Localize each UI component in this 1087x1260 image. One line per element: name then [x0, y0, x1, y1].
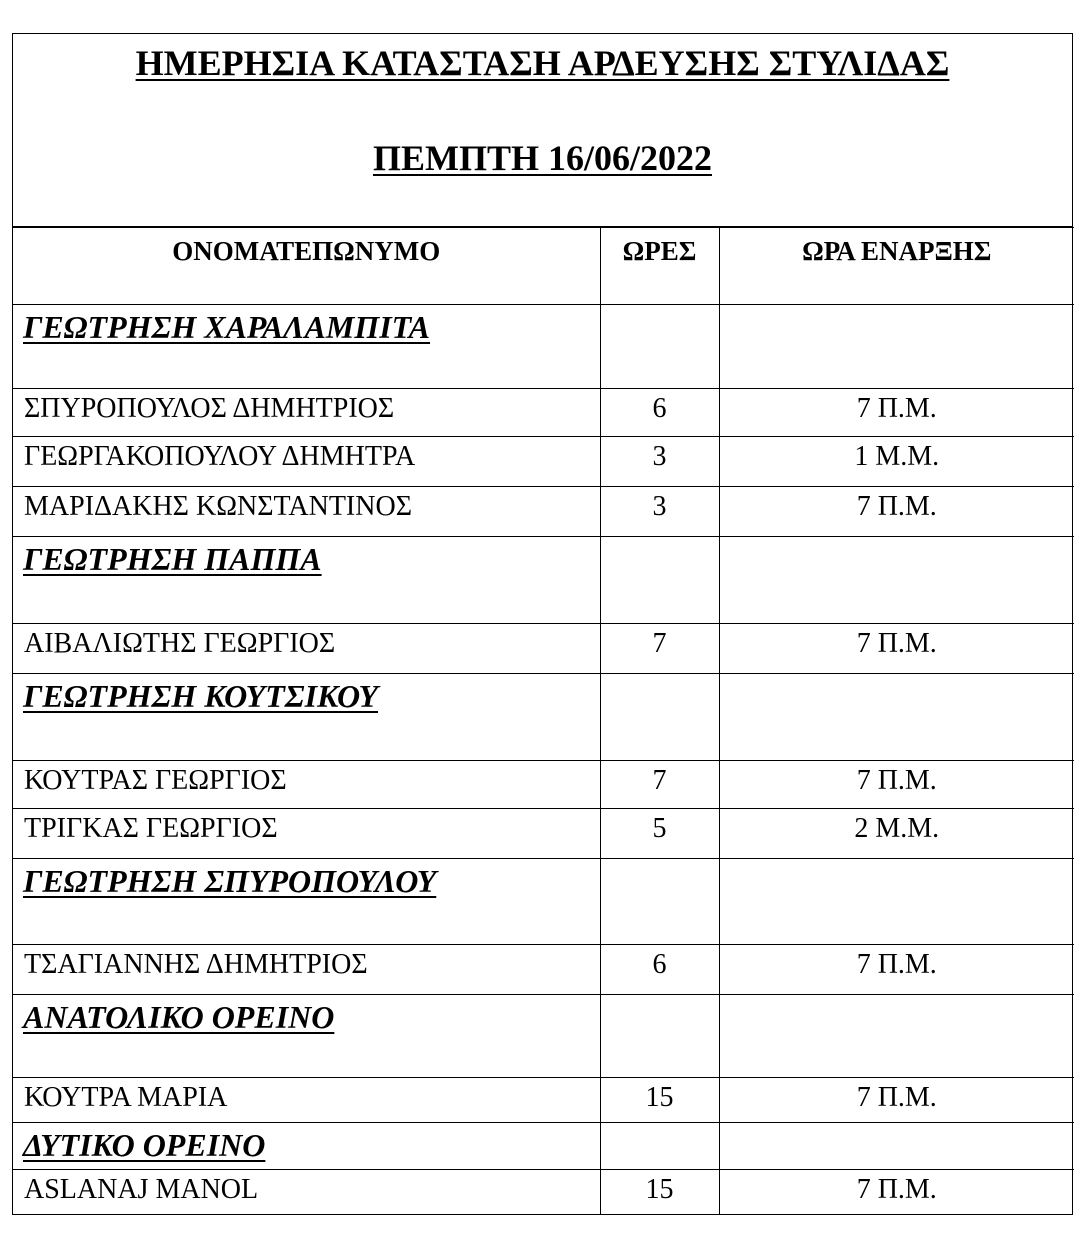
document-title: ΗΜΕΡΗΣΙΑ ΚΑΤΑΣΤΑΣΗ ΑΡΔΕΥΣΗΣ ΣΤΥΛΙΔΑΣ — [135, 43, 950, 83]
section-hours-empty — [600, 537, 719, 624]
section-row — [13, 1123, 1074, 1170]
section-hours-empty — [600, 1123, 719, 1170]
section-start-empty — [719, 305, 1074, 389]
person-name: ASLANAJ MANOL — [13, 1170, 600, 1215]
title-box — [13, 34, 1072, 227]
person-name: ΓΕΩΡΓΑΚΟΠΟΥΛΟΥ ΔΗΜΗΤΡΑ — [13, 437, 600, 487]
table-row — [13, 1170, 1074, 1215]
table-row — [13, 945, 1074, 995]
table-body — [13, 305, 1074, 1215]
irrigation-hours: 5 — [600, 809, 719, 859]
section-row — [13, 305, 1074, 389]
start-time: 1 Μ.Μ. — [719, 437, 1074, 487]
header-row — [13, 228, 1074, 305]
person-name: ΚΟΥΤΡΑ ΜΑΡΙΑ — [13, 1078, 600, 1123]
section-start-empty — [719, 859, 1074, 945]
section-hours-empty — [600, 859, 719, 945]
section-hours-empty — [600, 995, 719, 1078]
start-time: 7 Π.Μ. — [719, 487, 1074, 537]
start-time: 7 Π.Μ. — [719, 389, 1074, 437]
section-title: ΑΝΑΤΟΛΙΚΟ ΟΡΕΙΝΟ — [13, 995, 600, 1078]
section-title: ΓΕΩΤΡΗΣΗ ΠΑΠΠΑ — [13, 537, 600, 624]
irrigation-hours: 6 — [600, 945, 719, 995]
header-start-time: ΩΡΑ ΕΝΑΡΞΗΣ — [719, 228, 1074, 305]
section-row — [13, 537, 1074, 624]
irrigation-hours: 6 — [600, 389, 719, 437]
document-date: ΠΕΜΠΤΗ 16/06/2022 — [372, 138, 712, 178]
start-time: 2 Μ.Μ. — [719, 809, 1074, 859]
table-row — [13, 761, 1074, 809]
section-row — [13, 995, 1074, 1078]
section-start-empty — [719, 995, 1074, 1078]
header-hours: ΩΡΕΣ — [600, 228, 719, 305]
person-name: ΜΑΡΙΔΑΚΗΣ ΚΩΝΣΤΑΝΤΙΝΟΣ — [13, 487, 600, 537]
person-name: ΚΟΥΤΡΑΣ ΓΕΩΡΓΙΟΣ — [13, 761, 600, 809]
section-start-empty — [719, 674, 1074, 761]
table-row — [13, 624, 1074, 674]
section-title: ΔΥΤΙΚΟ ΟΡΕΙΝΟ — [13, 1123, 600, 1170]
irrigation-hours: 15 — [600, 1078, 719, 1123]
irrigation-hours: 7 — [600, 761, 719, 809]
section-row — [13, 859, 1074, 945]
start-time: 7 Π.Μ. — [719, 945, 1074, 995]
section-hours-empty — [600, 305, 719, 389]
person-name: ΤΣΑΓΙΑΝΝΗΣ ΔΗΜΗΤΡΙΟΣ — [13, 945, 600, 995]
person-name: ΣΠΥΡΟΠΟΥΛΟΣ ΔΗΜΗΤΡΙΟΣ — [13, 389, 600, 437]
irrigation-hours: 15 — [600, 1170, 719, 1215]
section-start-empty — [719, 537, 1074, 624]
irrigation-hours: 3 — [600, 487, 719, 537]
table-row — [13, 1078, 1074, 1123]
start-time: 7 Π.Μ. — [719, 1170, 1074, 1215]
section-row — [13, 674, 1074, 761]
section-title: ΓΕΩΤΡΗΣΗ ΣΠΥΡΟΠΟΥΛΟΥ — [13, 859, 600, 945]
table-row — [13, 809, 1074, 859]
section-start-empty — [719, 1123, 1074, 1170]
person-name: ΑΙΒΑΛΙΩΤΗΣ ΓΕΩΡΓΙΟΣ — [13, 624, 600, 674]
table-row — [13, 487, 1074, 537]
section-title: ΓΕΩΤΡΗΣΗ ΧΑΡΑΛΑΜΠΙΤΑ — [13, 305, 600, 389]
irrigation-hours: 7 — [600, 624, 719, 674]
start-time: 7 Π.Μ. — [719, 1078, 1074, 1123]
section-title: ΓΕΩΤΡΗΣΗ ΚΟΥΤΣΙΚΟΥ — [13, 674, 600, 761]
table-row — [13, 389, 1074, 437]
irrigation-hours: 3 — [600, 437, 719, 487]
document-sheet — [12, 33, 1073, 1215]
person-name: ΤΡΙΓΚΑΣ ΓΕΩΡΓΙΟΣ — [13, 809, 600, 859]
header-name: ΟΝΟΜΑΤΕΠΩΝΥΜΟ — [13, 228, 600, 305]
irrigation-table — [13, 227, 1074, 1215]
section-hours-empty — [600, 674, 719, 761]
start-time: 7 Π.Μ. — [719, 761, 1074, 809]
table-row — [13, 437, 1074, 487]
start-time: 7 Π.Μ. — [719, 624, 1074, 674]
